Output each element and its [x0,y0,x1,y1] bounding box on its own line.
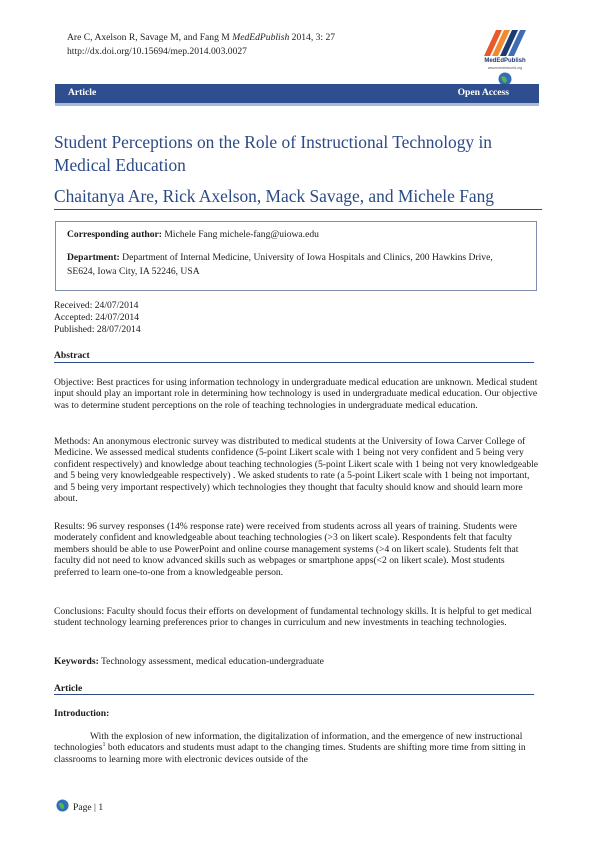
logo-stripes-icon [480,26,530,58]
intro-citation-sup: 1 [102,742,106,749]
article-authors: Chaitanya Are, Rick Axelson, Mack Savage, and Michele Fang [54,186,494,206]
keywords [54,656,541,667]
citation-authors: Are C, Axelson R, Savage M, and Fang M [67,32,233,43]
abstract-heading: Abstract [54,350,90,361]
corresponding-author-value: Michele Fang michele-fang@uiowa.edu [161,229,319,240]
introduction-paragraph [54,731,541,765]
banner-article-label: Article [68,87,97,98]
logo-url: www.mededworld.org [487,66,523,70]
published-date: Published: 28/07/2014 [54,323,141,335]
keywords-value: Technology assessment, medical education-undergraduate [98,656,324,667]
citation-line-1 [67,31,335,45]
globe-icon [56,799,69,812]
page-number: Page | 1 [73,802,104,813]
article-title: Student Perceptions on the Role of Instructional Technology in Medical Education [54,132,492,175]
article-rule [54,694,534,695]
citation-journal: MedEdPublish [232,32,290,43]
publication-dates [54,300,141,335]
department-label: Department: [67,252,120,263]
abstract-methods: Methods: An anonymous electronic survey was distributed to medical students at the University of Iowa Carver College of Medicine. We assessed medical students confidence (5-point Likert scale with 1 being not very confident and 5 being very confident respectively) and knowledge about teaching technologies (5-point Likert scale with 1 being not very knowledgeable and 5 being very knowledgeable respectively) . We asked students to rate (a 5-point Likert scale with 1 being not important, and 5 being very important respectively) which technologies they thought that faculty should know and should learn more about. [54,436,539,505]
corresponding-author [67,228,527,242]
correspondence-box [55,221,537,291]
citation-block [67,31,335,59]
abstract-objective: Objective: Best practices for using information technology in undergraduate medical education are unknown. Medical student input should play an important role in determining how technology is used in undergraduate medical education. Our objective was to determine student perceptions on the role of teaching technologies in undergraduate medical education. [54,377,538,411]
banner-open-access-label: Open Access [457,87,509,98]
department-value: Department of Internal Medicine, University of Iowa Hospitals and Clinics, 200 Hawkins Drive, SE624, Iowa City, IA 52246, USA [67,252,493,277]
intro-text-2: both educators and students must adapt to the changing times. Students are shifting more time from sitting in classrooms to learning more with electronic devices outside of the [54,742,526,765]
article-heading: Article [54,683,83,694]
introduction-heading: Introduction: [54,708,110,719]
abstract-rule [54,362,534,363]
keywords-label: Keywords: [54,656,99,667]
corresponding-author-label: Corresponding author: [67,229,162,240]
department [67,251,507,279]
logo-brand: MedEdPublish [484,58,526,64]
abstract-results: Results: 96 survey responses (14% response rate) were received from students across all years of training. Students were moderately confident and knowledgeable about teaching technologies (>3 on likert scale). Respondents felt that faculty members should be able to use PowerPoint and online course management systems (>4 on likert scale). Students felt that faculty did not need to know advanced skills such as webpages or smartphone apps(<2 on likert scale). Most students preferred to learn one-to-one from a knowledgeable person. [54,521,519,578]
author-divider [54,209,542,210]
accepted-date: Accepted: 24/07/2014 [54,311,139,323]
received-date: Received: 24/07/2014 [54,300,139,311]
intro-text-1: With the explosion of new information, the digitalization of information, and the emergence of new instructional technologies [54,731,523,754]
abstract-conclusions: Conclusions: Faculty should focus their efforts on development of fundamental technology skills. It is helpful to get medical student technology learning preferences prior to changes in curriculum and new investments in teaching technologies. [54,606,532,629]
citation-doi[interactable]: http://dx.doi.org/10.15694/mep.2014.003.0027 [67,46,247,57]
citation-volume: 2014, 3: 27 [289,32,336,43]
article-banner [55,84,539,106]
